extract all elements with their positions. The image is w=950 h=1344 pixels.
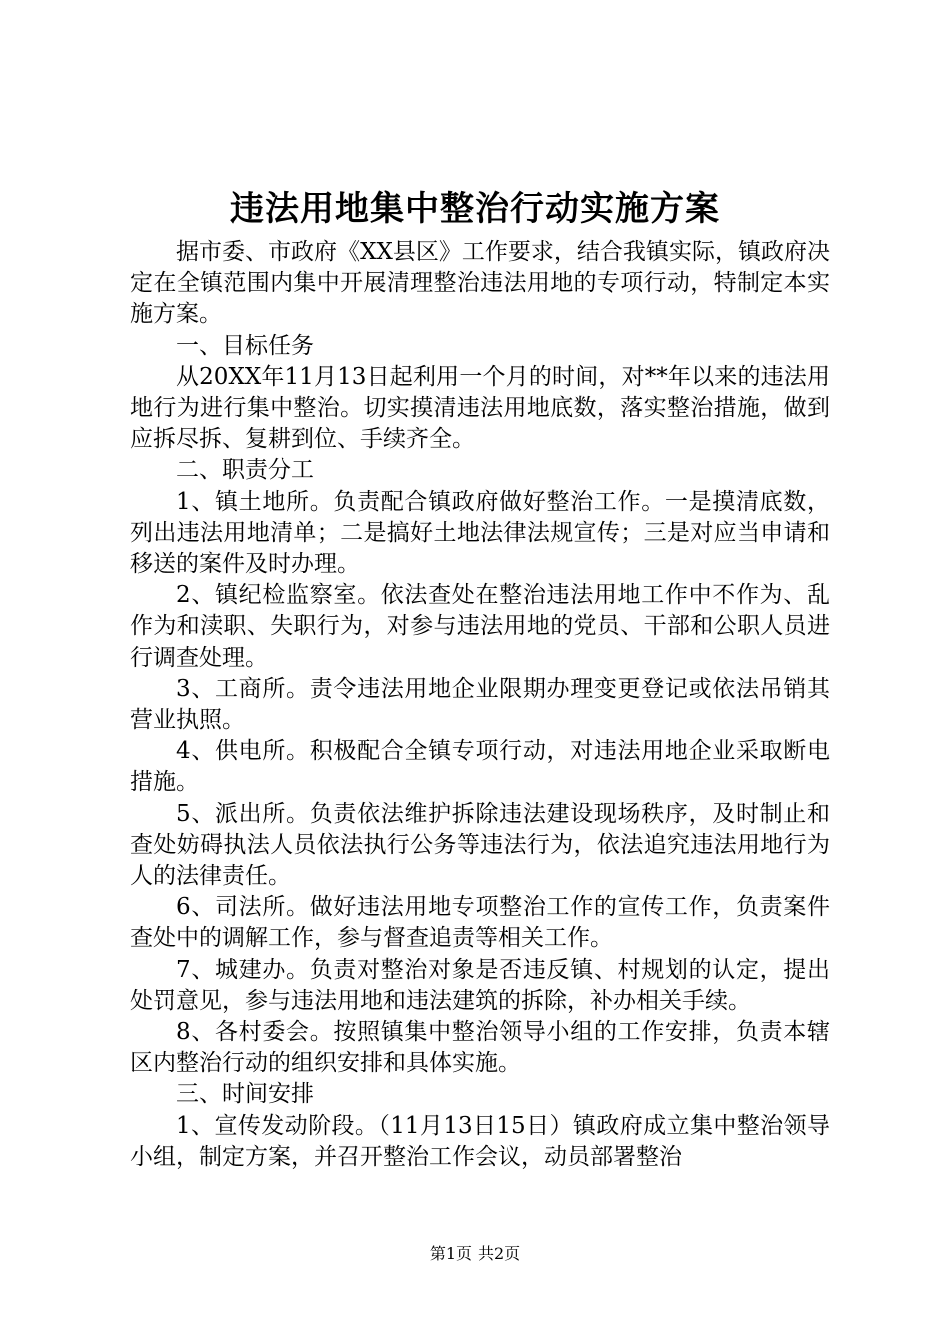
section-heading-duties: 二、职责分工 bbox=[176, 457, 314, 484]
paragraph-goals: 从20XX年11月13日起利用一个月的时间，对**年以来的违法用地行为进行集中整治。切实摸清违法用地底数，落实整治措施，做到应拆尽拆、复耕到位、手续齐全。 bbox=[130, 363, 830, 453]
section-heading-schedule: 三、时间安排 bbox=[176, 1081, 314, 1108]
paragraph-duty-urban-construction: 7、城建办。负责对整治对象是否违反镇、村规划的认定，提出处罚意见，参与违法用地和违法建筑的拆除，补办相关手续。 bbox=[130, 956, 830, 1014]
page-total: 共2页 bbox=[478, 1244, 521, 1263]
paragraph-duty-discipline-office: 2、镇纪检监察室。依法查处在整治违法用地工作中不作为、乱作为和渎职、失职行为，对参与违法用地的党员、干部和公职人员进行调查处理。 bbox=[130, 582, 830, 671]
paragraph-duty-land-office: 1、镇土地所。负责配合镇政府做好整治工作。一是摸清底数，列出违法用地清单；二是搞好土地法律法规宣传；三是对应当申请和移送的案件及时办理。 bbox=[130, 488, 830, 578]
paragraph-duty-commerce-office: 3、工商所。责令违法用地企业限期办理变更登记或依法吊销其营业执照。 bbox=[130, 675, 830, 734]
paragraph-intro: 据市委、市政府《XX县区》工作要求，结合我镇实际，镇政府决定在全镇范围内集中开展清理整治违法用地的专项行动，特制定本实施方案。 bbox=[130, 239, 830, 328]
paragraph-schedule-phase-1: 1、宣传发动阶段。（11月13日15日）镇政府成立集中整治领导小组，制定方案，并召开整治工作会议，动员部署整治 bbox=[130, 1112, 830, 1170]
section-heading-goals: 一、目标任务 bbox=[176, 332, 314, 359]
paragraph-duty-power-office: 4、供电所。积极配合全镇专项行动，对违法用地企业采取断电措施。 bbox=[130, 738, 830, 796]
paragraph-duty-justice-office: 6、司法所。做好违法用地专项整治工作的宣传工作，负责案件查处中的调解工作，参与督查追责等相关工作。 bbox=[130, 894, 830, 952]
page-footer bbox=[0, 1244, 950, 1264]
paragraph-duty-police-station: 5、派出所。负责依法维护拆除违法建设现场秩序，及时制止和查处妨碍执法人员依法执行公务等违法行为，依法追究违法用地行为人的法律责任。 bbox=[130, 800, 830, 890]
document-title: 违法用地集中整治行动实施方案 bbox=[230, 189, 720, 229]
page-number: 第1页 bbox=[429, 1244, 472, 1263]
document-body bbox=[130, 237, 830, 1173]
paragraph-duty-village-committees: 8、各村委会。按照镇集中整治领导小组的工作安排，负责本辖区内整治行动的组织安排和具体实施。 bbox=[130, 1019, 830, 1077]
